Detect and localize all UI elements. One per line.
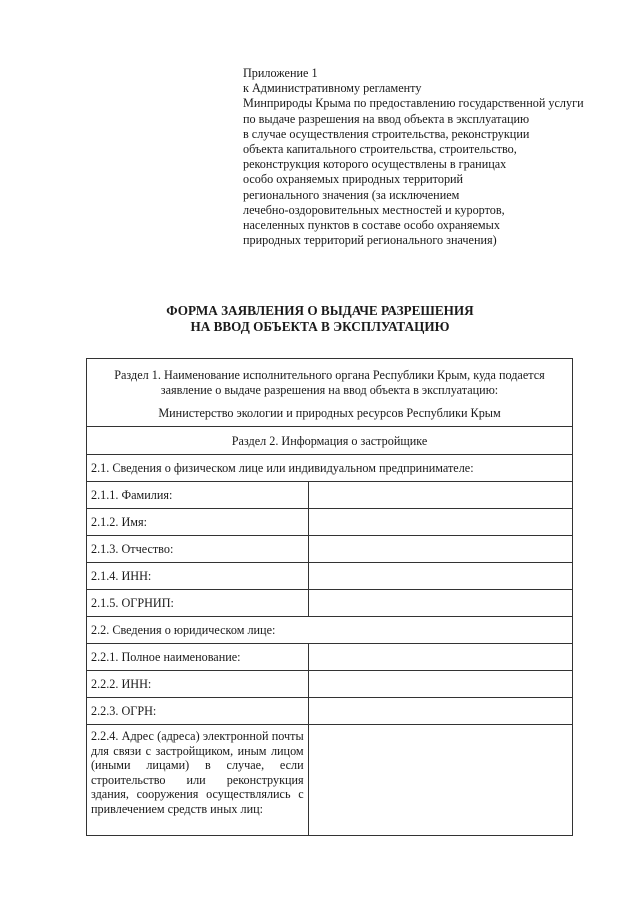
section-2-title: Раздел 2. Информация о застройщике — [87, 427, 573, 455]
table-row — [87, 590, 573, 617]
table-row — [87, 509, 573, 536]
legal-inn-field[interactable] — [308, 671, 572, 698]
email-field[interactable] — [308, 725, 572, 836]
appendix-line: к Административному регламенту — [243, 81, 422, 96]
ogrnip-field[interactable] — [308, 590, 572, 617]
appendix-line: лечебно-оздоровительных местностей и курортов, — [243, 202, 505, 217]
table-row — [87, 725, 573, 836]
individual-inn-label: 2.1.4. ИНН: — [87, 563, 309, 590]
individual-header-row — [87, 455, 573, 482]
legal-header-row — [87, 617, 573, 644]
appendix-line: населенных пунктов в составе особо охраняемых — [243, 218, 500, 233]
full-name-field[interactable] — [308, 644, 572, 671]
appendix-line: по выдаче разрешения на ввод объекта в эксплуатацию — [243, 111, 530, 126]
appendix-line: объекта капитального строительства, строительство, — [243, 142, 517, 157]
table-row — [87, 536, 573, 563]
section-2-row — [87, 427, 573, 455]
surname-field[interactable] — [308, 482, 572, 509]
form-title-line-2: НА ВВОД ОБЪЕКТА В ЭКСПЛУАТАЦИЮ — [190, 319, 450, 334]
legal-inn-label: 2.2.2. ИНН: — [87, 671, 309, 698]
appendix-line: Приложение 1 — [243, 66, 318, 80]
table-row — [87, 698, 573, 725]
appendix-line: реконструкция которого осуществлены в границах — [243, 157, 507, 172]
section-1-row — [87, 359, 573, 427]
name-field[interactable] — [308, 509, 572, 536]
appendix-line: в случае осуществления строительства, реконструкции — [243, 126, 530, 141]
table-row — [87, 644, 573, 671]
section-1-subtitle: заявление о выдаче разрешения на ввод объекта в эксплуатацию: — [160, 382, 499, 397]
surname-label: 2.1.1. Фамилия: — [87, 482, 309, 509]
individual-inn-field[interactable] — [308, 563, 572, 590]
appendix-line: особо охраняемых природных территорий — [243, 172, 464, 187]
table-row — [87, 671, 573, 698]
patronymic-field[interactable] — [308, 536, 572, 563]
name-label: 2.1.2. Имя: — [87, 509, 309, 536]
patronymic-label: 2.1.3. Отчество: — [87, 536, 309, 563]
ogrn-label: 2.2.3. ОГРН: — [87, 698, 309, 725]
form-title-line-1: ФОРМА ЗАЯВЛЕНИЯ О ВЫДАЧЕ РАЗРЕШЕНИЯ — [166, 303, 474, 318]
application-form-table — [86, 358, 573, 836]
legal-header: 2.2. Сведения о юридическом лице: — [87, 617, 573, 644]
full-name-label: 2.2.1. Полное наименование: — [87, 644, 309, 671]
section-1-cell — [87, 359, 573, 427]
appendix-header — [243, 66, 623, 248]
ministry-name: Министерство экологии и природных ресурсов Республики Крым — [158, 406, 501, 420]
email-label: 2.2.4. Адрес (адреса) электронной почты для связи с застройщиком, иным лицом (иными лицами) в случае, если строительство или реконструкция здания, сооружения осуществлялись с привлечением средств иных лиц: — [87, 725, 309, 836]
table-row — [87, 482, 573, 509]
appendix-line: природных территорий регионального значения) — [243, 233, 497, 248]
individual-header: 2.1. Сведения о физическом лице или индивидуальном предпринимателе: — [87, 455, 573, 482]
ogrnip-label: 2.1.5. ОГРНИП: — [87, 590, 309, 617]
table-row — [87, 563, 573, 590]
appendix-line: регионального значения (за исключением — [243, 187, 460, 202]
section-1-title: Раздел 1. Наименование исполнительного органа Республики Крым, куда подается — [114, 368, 545, 382]
form-title — [0, 303, 640, 335]
ogrn-field[interactable] — [308, 698, 572, 725]
appendix-line: Минприроды Крыма по предоставлению государственной услуги — [243, 96, 584, 111]
